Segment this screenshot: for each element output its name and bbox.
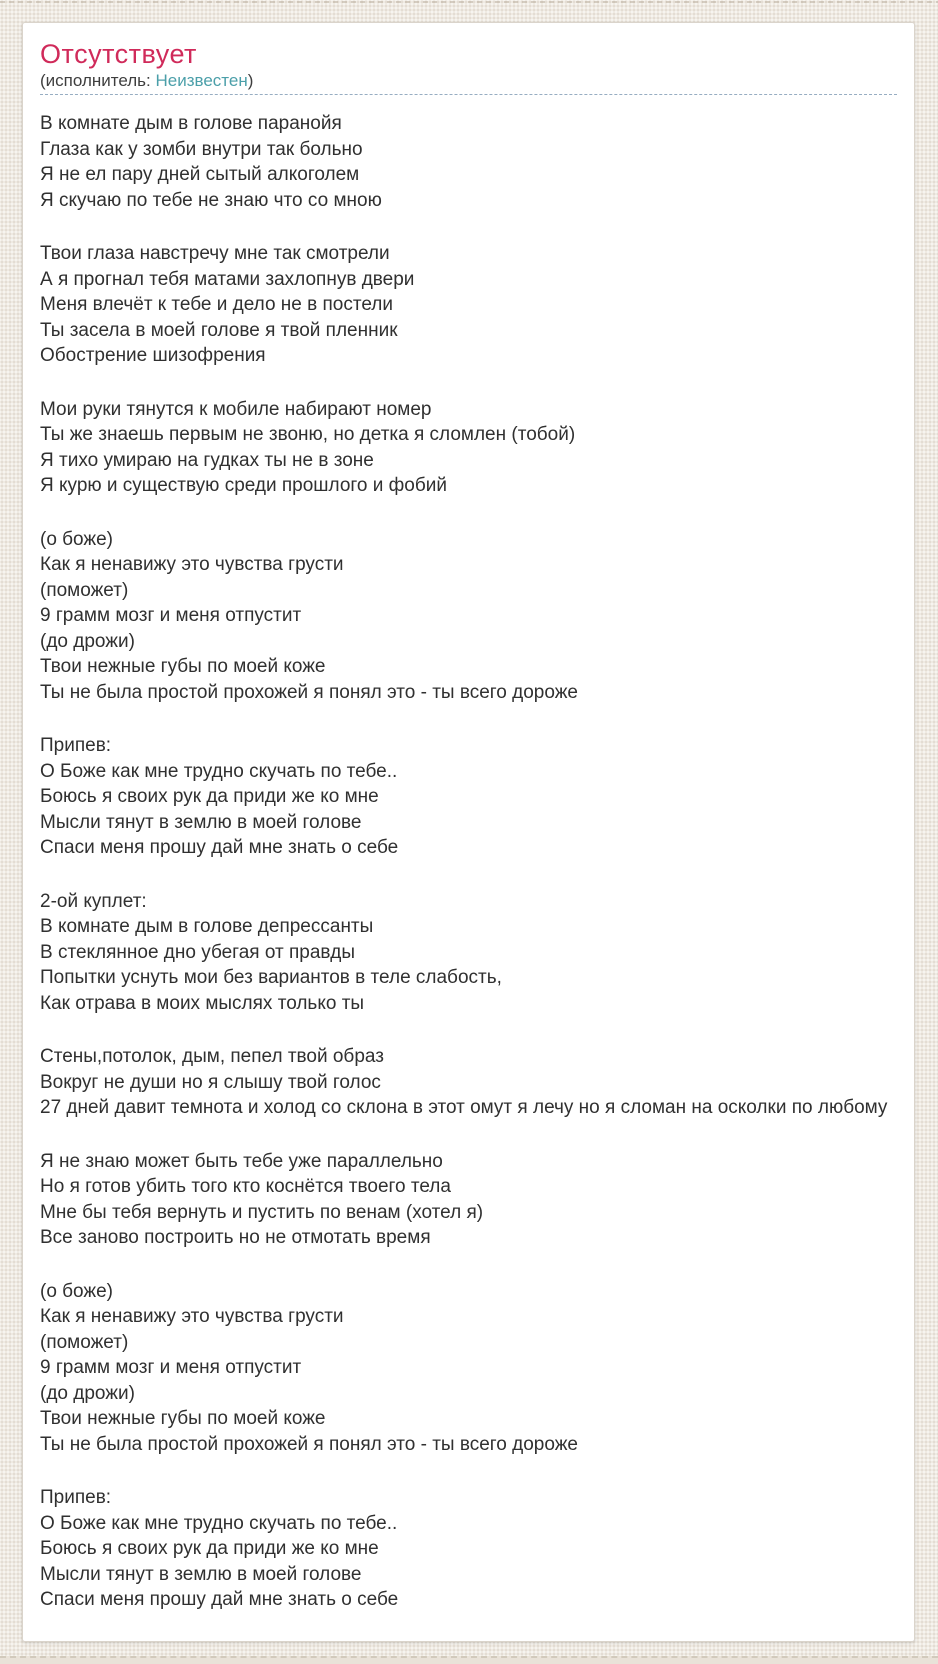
lyric-line: О Боже как мне трудно скучать по тебе.. xyxy=(40,1512,398,1534)
lyric-line: (поможет) xyxy=(40,579,129,601)
lyrics-stanza xyxy=(40,889,897,1017)
lyric-line: 9 грамм мозг и меня отпустит xyxy=(40,605,302,626)
lyric-line: Я курю и существую среди прошлого и фобий xyxy=(40,475,447,496)
lyrics-stanza xyxy=(40,527,897,706)
lyric-line: В стеклянное дно убегая от правды xyxy=(40,941,356,963)
lyrics-card xyxy=(22,22,915,1642)
lyrics-stanza xyxy=(40,397,897,499)
lyric-line: Вокруг не души но я слышу твой голос xyxy=(40,1071,381,1093)
lyric-line: Стены,потолок, дым, пепел твой образ xyxy=(40,1046,384,1067)
lyric-line: (поможет) xyxy=(40,1331,129,1353)
artist-link[interactable]: Неизвестен xyxy=(155,71,248,90)
lyric-line: Все заново построить но не отмотать время xyxy=(40,1227,431,1248)
lyric-line: В комнате дым в голове паранойя xyxy=(40,113,342,134)
lyric-line: 2-ой куплет: xyxy=(40,890,147,912)
lyric-line: Спаси меня прошу дай мне знать о себе xyxy=(40,1589,399,1610)
lyrics-stanza xyxy=(40,1485,897,1613)
lyric-line: Мысли тянут в землю в моей голове xyxy=(40,1563,362,1585)
lyric-line: Мне бы тебя вернуть и пустить по венам (хотел я) xyxy=(40,1201,484,1223)
lyric-line: В комнате дым в голове депрессанты xyxy=(40,916,374,937)
lyric-line: (о боже) xyxy=(40,1280,114,1302)
lyric-line: Я не знаю может быть тебе уже параллельно xyxy=(40,1150,443,1172)
lyric-line: Припев: xyxy=(40,1487,112,1508)
lyric-line: Ты не была простой прохожей я понял это - ты всего дороже xyxy=(40,1433,578,1455)
lyric-line: (о боже) xyxy=(40,528,114,550)
lyrics-stanza xyxy=(40,111,897,213)
lyric-line: Припев: xyxy=(40,735,112,756)
lyric-line: Твои нежные губы по моей коже xyxy=(40,1408,326,1429)
lyric-line: Боюсь я своих рук да приди же ко мне xyxy=(40,1538,379,1559)
lyric-line: Боюсь я своих рук да приди же ко мне xyxy=(40,786,379,807)
lyric-line: Как отрава в моих мыслях только ты xyxy=(40,992,365,1014)
lyrics-stanza xyxy=(40,1044,897,1121)
lyric-line: (до дрожи) xyxy=(40,1382,135,1404)
lyric-line: Ты засела в моей голове я твой пленник xyxy=(40,319,398,341)
lyric-line: Мысли тянут в землю в моей голове xyxy=(40,811,362,833)
lyric-line: Ты же знаешь первым не звоню, но детка я сломлен (тобой) xyxy=(40,424,576,445)
lyric-line: О Боже как мне трудно скучать по тебе.. xyxy=(40,760,398,782)
lyric-line: Я тихо умираю на гудках ты не в зоне xyxy=(40,449,374,471)
background-texture-strip-bottom xyxy=(0,1656,938,1664)
lyric-line: Я скучаю по тебе не знаю что со мною xyxy=(40,189,382,211)
artist-row xyxy=(40,70,897,95)
background-texture-line-top xyxy=(0,1,938,3)
lyrics-text xyxy=(40,111,897,1613)
lyric-line: Я не ел пару дней сытый алкоголем xyxy=(40,164,360,185)
lyric-line: Попытки уснуть мои без вариантов в теле слабость, xyxy=(40,967,502,988)
lyric-line: Спаси меня прошу дай мне знать о себе xyxy=(40,837,399,858)
song-title: Отсутствует xyxy=(40,39,197,69)
lyric-line: Глаза как у зомби внутри так больно xyxy=(40,138,363,160)
lyrics-stanza xyxy=(40,1279,897,1458)
lyric-line: Твои глаза навстречу мне так смотрели xyxy=(40,243,390,264)
lyric-line: Обострение шизофрения xyxy=(40,345,266,366)
artist-label: (исполнитель: xyxy=(40,71,156,90)
artist-label-close: ) xyxy=(247,71,254,90)
lyric-line: Но я готов убить того кто коснётся твоего тела xyxy=(40,1176,451,1197)
lyric-line: Как я ненавижу это чувства грусти xyxy=(40,1306,344,1327)
lyric-line: 9 грамм мозг и меня отпустит xyxy=(40,1357,302,1378)
lyric-line: Твои нежные губы по моей коже xyxy=(40,656,326,677)
lyric-line: Ты не была простой прохожей я понял это - ты всего дороже xyxy=(40,681,578,703)
lyrics-stanza xyxy=(40,733,897,861)
lyrics-stanza xyxy=(40,1149,897,1251)
lyric-line: Меня влечёт к тебе и дело не в постели xyxy=(40,294,393,315)
lyric-line: 27 дней давит темнота и холод со склона в этот омут я лечу но я сломан на осколки по любому xyxy=(40,1097,888,1118)
lyric-line: (до дрожи) xyxy=(40,630,135,652)
lyric-line: А я прогнал тебя матами захлопнув двери xyxy=(40,268,415,290)
lyric-line: Мои руки тянутся к мобиле набирают номер xyxy=(40,398,432,420)
lyric-line: Как я ненавижу это чувства грусти xyxy=(40,554,344,575)
lyrics-stanza xyxy=(40,241,897,369)
